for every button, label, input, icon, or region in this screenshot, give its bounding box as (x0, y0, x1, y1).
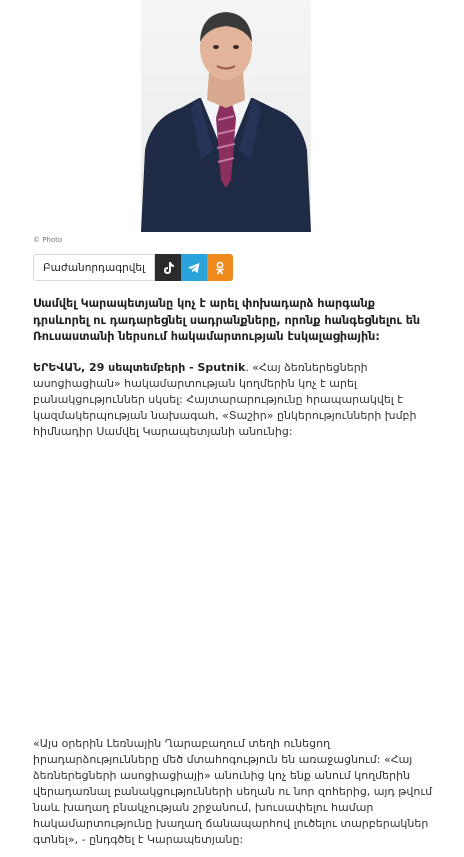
tiktok-icon (161, 261, 175, 275)
article-photo (0, 0, 464, 232)
odnoklassniki-icon (213, 261, 227, 275)
telegram-button[interactable] (181, 254, 207, 281)
odnoklassniki-button[interactable] (207, 254, 233, 281)
article-lead: Սամվել Կարապետյանը կոչ է արել փոխադարձ հարգանք դրսևորել ու դադարեցնել սադրանքները, որոնք հանգեցնելու են Ռուսաստանի ներսում հակամարտության էսկալացիային: (33, 297, 421, 343)
share-bar (33, 254, 233, 281)
tiktok-button[interactable] (155, 254, 181, 281)
article-paragraph (33, 360, 433, 440)
portrait-photo (141, 0, 311, 232)
article-dateline: ԵՐԵՎԱՆ, 29 սեպտեմբերի - Sputnik (33, 361, 246, 374)
portrait-illustration (141, 0, 311, 232)
telegram-icon (187, 261, 201, 275)
article-paragraph-text: . «Հայ ձեռներեցների ասոցիացիան» հակամարտության կողմերին կոչ է արել բանակցություններ սկսել: Հայտարարությունը հրապարակվել է կազմակերպության նախագահ, «Տաշիր» ընկերությունների խմբի հիմնադիր Սամվել Կարապետյանի անունից: (33, 361, 417, 438)
subscribe-label[interactable]: Բաժանորդագրվել (33, 254, 155, 281)
article-quote-paragraph: «Այս օրերին Լեռնային Ղարաբաղում տեղի ունեցող իրադարձությունները մեծ մտահոգություն են առաջացնում: «Հայ ձեռներեցների ասոցիացիայի» անունից կոչ ենք անում կողմերին վերադառնալ բանակցությունների սեղան ու նոր զոհերից, այդ թվում նաև խաղաղ բնակչության շրջանում, խուսափելու համար հակամարտությունը խաղաղ ճանապարհով լուծելու տարբերակներ գտնել», - ընդգծել է Կարապետյանը: (33, 737, 433, 846)
photo-credit: © Photo (33, 236, 63, 244)
